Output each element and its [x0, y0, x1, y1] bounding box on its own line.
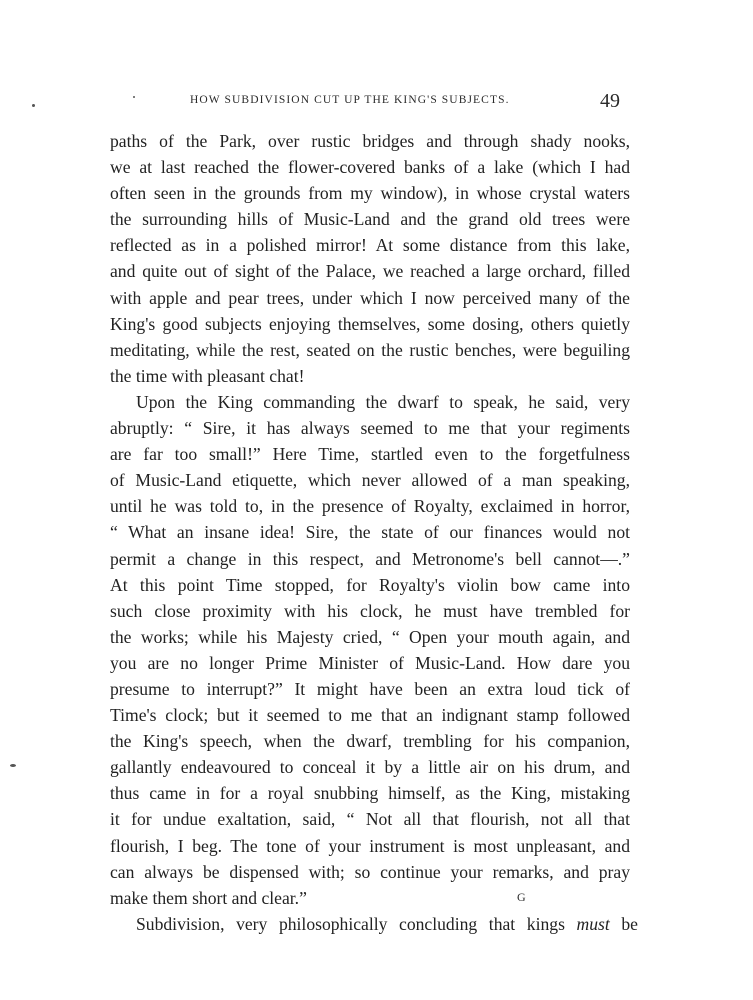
paragraph-end-line: make them short and clear.”	[110, 887, 307, 908]
text-line: thus came in for a royal snubbing himself, as the King, mistaking	[110, 783, 630, 804]
text-line: of Music-Land etiquette, which never allowed of a man speaking,	[110, 470, 630, 491]
text-line: can always be dispensed with; so continue your remarks, and pray	[110, 861, 630, 882]
text-line: King's good subjects enjoying themselves, some dosing, others quietly	[110, 313, 630, 334]
print-speck	[10, 764, 16, 767]
signature-mark: G	[517, 890, 527, 904]
paragraph-start-line	[110, 911, 638, 937]
paragraph-start-line: Upon the King commanding the dwarf to speak, he said, very	[136, 391, 630, 412]
text-line: you are no longer Prime Minister of Music-Land. How dare you	[110, 652, 630, 673]
text-run: be	[609, 913, 638, 934]
text-line: paths of the Park, over rustic bridges and through shady nooks,	[110, 131, 630, 151]
text-line: abruptly: “ Sire, it has always seemed to me that your regiments	[110, 418, 630, 439]
print-speck	[32, 104, 35, 107]
running-title: HOW SUBDIVISION CUT UP THE KING'S SUBJECTS.	[190, 94, 510, 106]
text-line: the works; while his Majesty cried, “ Open your mouth again, and	[110, 626, 630, 647]
text-line: meditating, while the rest, seated on the rustic benches, were beguiling	[110, 339, 630, 360]
text-line: At this point Time stopped, for Royalty's violin bow came into	[110, 574, 630, 595]
text-line: permit a change in this respect, and Metronome's bell cannot—.”	[110, 548, 630, 569]
text-line: Time's clock; but it seemed to me that an indignant stamp followed	[110, 705, 630, 726]
text-line: it for undue exaltation, said, “ Not all that flourish, not all that	[110, 809, 630, 830]
text-line: often seen in the grounds from my window), in whose crystal waters	[110, 183, 630, 204]
text-run: Subdivision, very philosophically concluding that kings	[136, 913, 577, 934]
emphasized-word: must	[576, 913, 610, 934]
text-line: reflected as in a polished mirror! At some distance from this lake,	[110, 235, 630, 256]
page-number: 49	[600, 90, 620, 112]
text-line: until he was told to, in the presence of Royalty, exclaimed in horror,	[110, 496, 630, 517]
text-line: with apple and pear trees, under which I now perceived many of the	[110, 287, 630, 308]
paragraph-end-line: the time with pleasant chat!	[110, 365, 305, 386]
body-text	[110, 128, 638, 937]
text-line: presume to interrupt?” It might have been an extra loud tick of	[110, 678, 630, 699]
text-line: the King's speech, when the dwarf, trembling for his companion,	[110, 731, 630, 752]
text-line: “ What an insane idea! Sire, the state of our finances would not	[110, 522, 630, 543]
text-line: we at last reached the flower-covered banks of a lake (which I had	[110, 157, 630, 178]
text-line: are far too small!” Here Time, startled even to the forgetfulness	[110, 444, 630, 465]
text-line: flourish, I beg. The tone of your instrument is most unpleasant, and	[110, 835, 630, 856]
text-line: such close proximity with his clock, he must have trembled for	[110, 600, 630, 621]
text-line: and quite out of sight of the Palace, we reached a large orchard, filled	[110, 261, 630, 282]
text-line: gallantly endeavoured to conceal it by a little air on his drum, and	[110, 757, 630, 778]
print-speck	[133, 96, 135, 98]
text-line: the surrounding hills of Music-Land and the grand old trees were	[110, 209, 630, 230]
